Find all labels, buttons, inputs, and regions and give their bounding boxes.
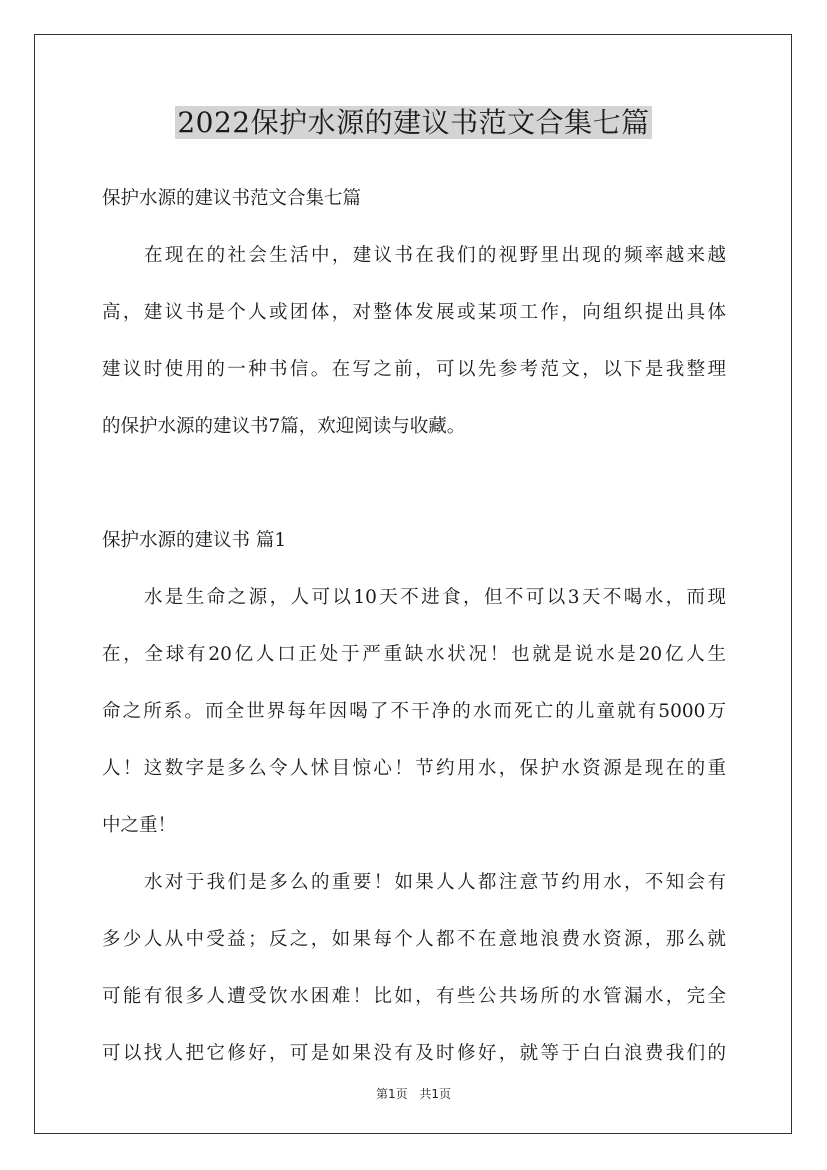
paragraph-line: 多少人从中受益；反之，如果每个人都不在意地浪费水资源，那么就 xyxy=(102,929,726,950)
paragraph-line: 在，全球有20亿人口正处于严重缺水状况！也就是说水是20亿人生 xyxy=(102,644,726,665)
paragraph-line: 命之所系。而全世界每年因喝了不干净的水而死亡的儿童就有5000万 xyxy=(102,701,726,722)
page-number: 第1页 xyxy=(375,1087,408,1101)
intro-paragraph xyxy=(102,227,726,455)
paragraph-2 xyxy=(102,854,726,1082)
paragraph-line: 水对于我们是多么的重要！如果人人都注意节约用水，不知会有 xyxy=(144,872,726,893)
paragraph-line: 可能有很多人遭受饮水困难！比如，有些公共场所的水管漏水，完全 xyxy=(102,986,726,1007)
paragraph-1 xyxy=(102,569,726,854)
page-total: 共1页 xyxy=(419,1087,452,1101)
document-body xyxy=(102,170,726,1082)
paragraph-line: 水是生命之源，人可以10天不进食，但不可以3天不喝水，而现 xyxy=(144,587,726,608)
page-footer xyxy=(0,1085,827,1102)
intro-line: 建议时使用的一种书信。在写之前，可以先参考范文，以下是我整理 xyxy=(102,359,726,380)
document-title-text: 2022保护水源的建议书范文合集七篇 xyxy=(177,106,650,139)
paragraph-line: 人！这数字是多么令人怵目惊心！节约用水，保护水资源是现在的重 xyxy=(102,758,726,779)
paragraph-line: 中之重！ xyxy=(102,815,177,836)
paragraph-gap xyxy=(102,455,726,512)
intro-line: 高，建议书是个人或团体，对整体发展或某项工作，向组织提出具体 xyxy=(102,302,726,323)
document-title xyxy=(0,103,827,143)
intro-line: 的保护水源的建议书7篇，欢迎阅读与收藏。 xyxy=(102,416,466,437)
section-heading: 保护水源的建议书 篇1 xyxy=(102,530,287,551)
paragraph-line: 可以找人把它修好，可是如果没有及时修好，就等于白白浪费我们的 xyxy=(102,1043,726,1064)
document-subtitle: 保护水源的建议书范文合集七篇 xyxy=(102,188,362,209)
intro-line: 在现在的社会生活中，建议书在我们的视野里出现的频率越来越 xyxy=(144,245,726,266)
